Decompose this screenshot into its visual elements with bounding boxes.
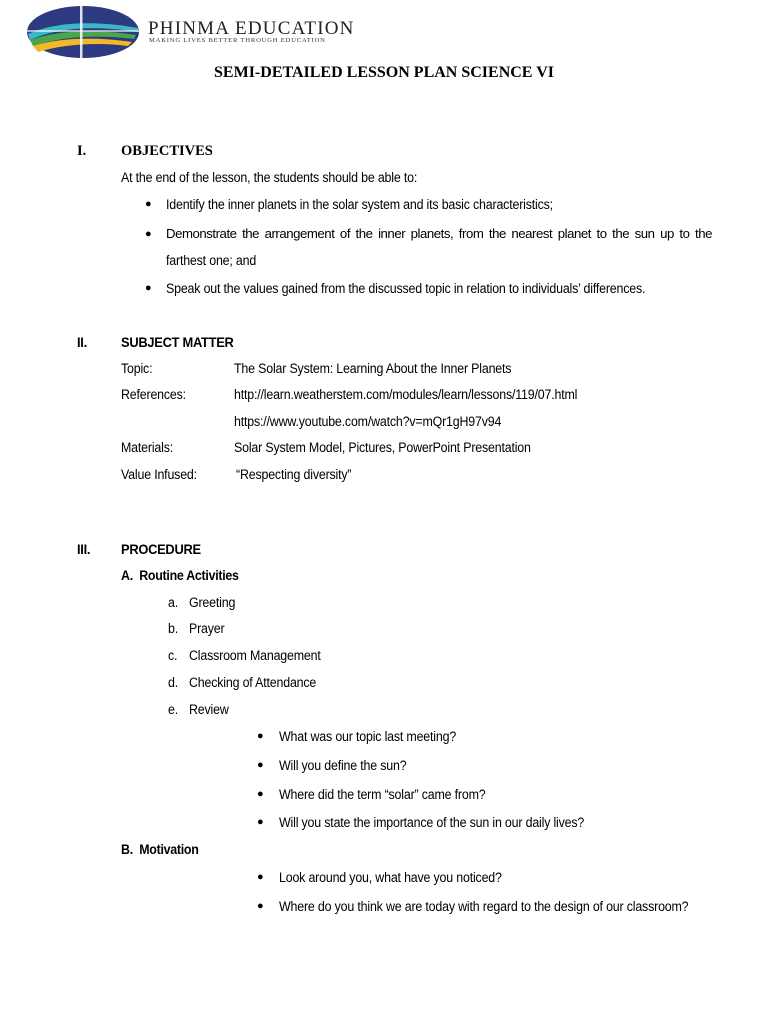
routine-letter: d. [168, 675, 178, 690]
section-numeral-subject-matter: II. [77, 334, 87, 350]
motivation-question: Where do you think we are today with regard to the design of our classroom? [279, 899, 689, 914]
routine-item: Classroom Management [189, 648, 321, 663]
subject-label-value-infused: Value Infused: [121, 467, 197, 482]
routine-letter: b. [168, 621, 178, 636]
section-heading-objectives: OBJECTIVES [121, 143, 213, 159]
brand-name: PHINMA EDUCATION [148, 18, 355, 39]
brand-tagline: MAKING LIVES BETTER THROUGH EDUCATION [149, 37, 326, 44]
bullet-icon: ● [145, 282, 152, 294]
section-numeral-procedure: III. [77, 541, 91, 557]
subject-value-value-infused: “Respecting diversity” [236, 467, 352, 482]
objective-item: Identify the inner planets in the solar system and its basic characteristics; [166, 197, 553, 212]
bullet-icon: ● [145, 198, 152, 210]
subject-label-topic: Topic: [121, 361, 153, 376]
subject-label-references: References: [121, 387, 186, 402]
review-question: What was our topic last meeting? [279, 729, 457, 744]
routine-letter: c. [168, 648, 178, 663]
routine-item: Prayer [189, 621, 225, 636]
bullet-icon: ● [145, 228, 152, 240]
section-heading-procedure: PROCEDURE [121, 541, 201, 557]
review-question: Where did the term “solar” came from? [279, 787, 486, 802]
subject-value-topic: The Solar System: Learning About the Inner Planets [234, 361, 512, 376]
bullet-icon: ● [257, 900, 264, 912]
subsection-heading-motivation: B. Motivation [121, 842, 199, 857]
review-question: Will you state the importance of the sun in our daily lives? [279, 815, 585, 830]
motivation-question: Look around you, what have you noticed? [279, 870, 502, 885]
bullet-icon: ● [257, 871, 264, 883]
section-heading-subject-matter: SUBJECT MATTER [121, 334, 234, 350]
objective-item: Speak out the values gained from the discussed topic in relation to individuals’ differences. [166, 281, 646, 296]
objectives-intro: At the end of the lesson, the students should be able to: [121, 170, 418, 185]
routine-item: Greeting [189, 595, 236, 610]
review-question: Will you define the sun? [279, 758, 407, 773]
bullet-icon: ● [257, 816, 264, 828]
subsection-heading-routine-activities: A. Routine Activities [121, 568, 239, 583]
routine-item: Review [189, 702, 229, 717]
objective-item: Demonstrate the arrangement of the inner planets, from the nearest planet to the sun up to the [166, 226, 712, 241]
subject-value-materials: Solar System Model, Pictures, PowerPoint Presentation [234, 440, 531, 455]
phinma-logo-icon [24, 4, 142, 60]
objective-item-continued: farthest one; and [166, 253, 257, 268]
bullet-icon: ● [257, 788, 264, 800]
reference-link-youtube[interactable]: https://www.youtube.com/watch?v=mQr1gH97v94 [234, 414, 502, 429]
section-numeral-objectives: I. [77, 143, 87, 159]
bullet-icon: ● [257, 730, 264, 742]
reference-link-weatherstem[interactable]: http://learn.weatherstem.com/modules/learn/lessons/119/07.html [234, 387, 578, 402]
bullet-icon: ● [257, 759, 264, 771]
subject-label-materials: Materials: [121, 440, 173, 455]
routine-letter: e. [168, 702, 178, 717]
routine-letter: a. [168, 595, 178, 610]
routine-item: Checking of Attendance [189, 675, 317, 690]
document-title: SEMI-DETAILED LESSON PLAN SCIENCE VI [214, 64, 554, 81]
